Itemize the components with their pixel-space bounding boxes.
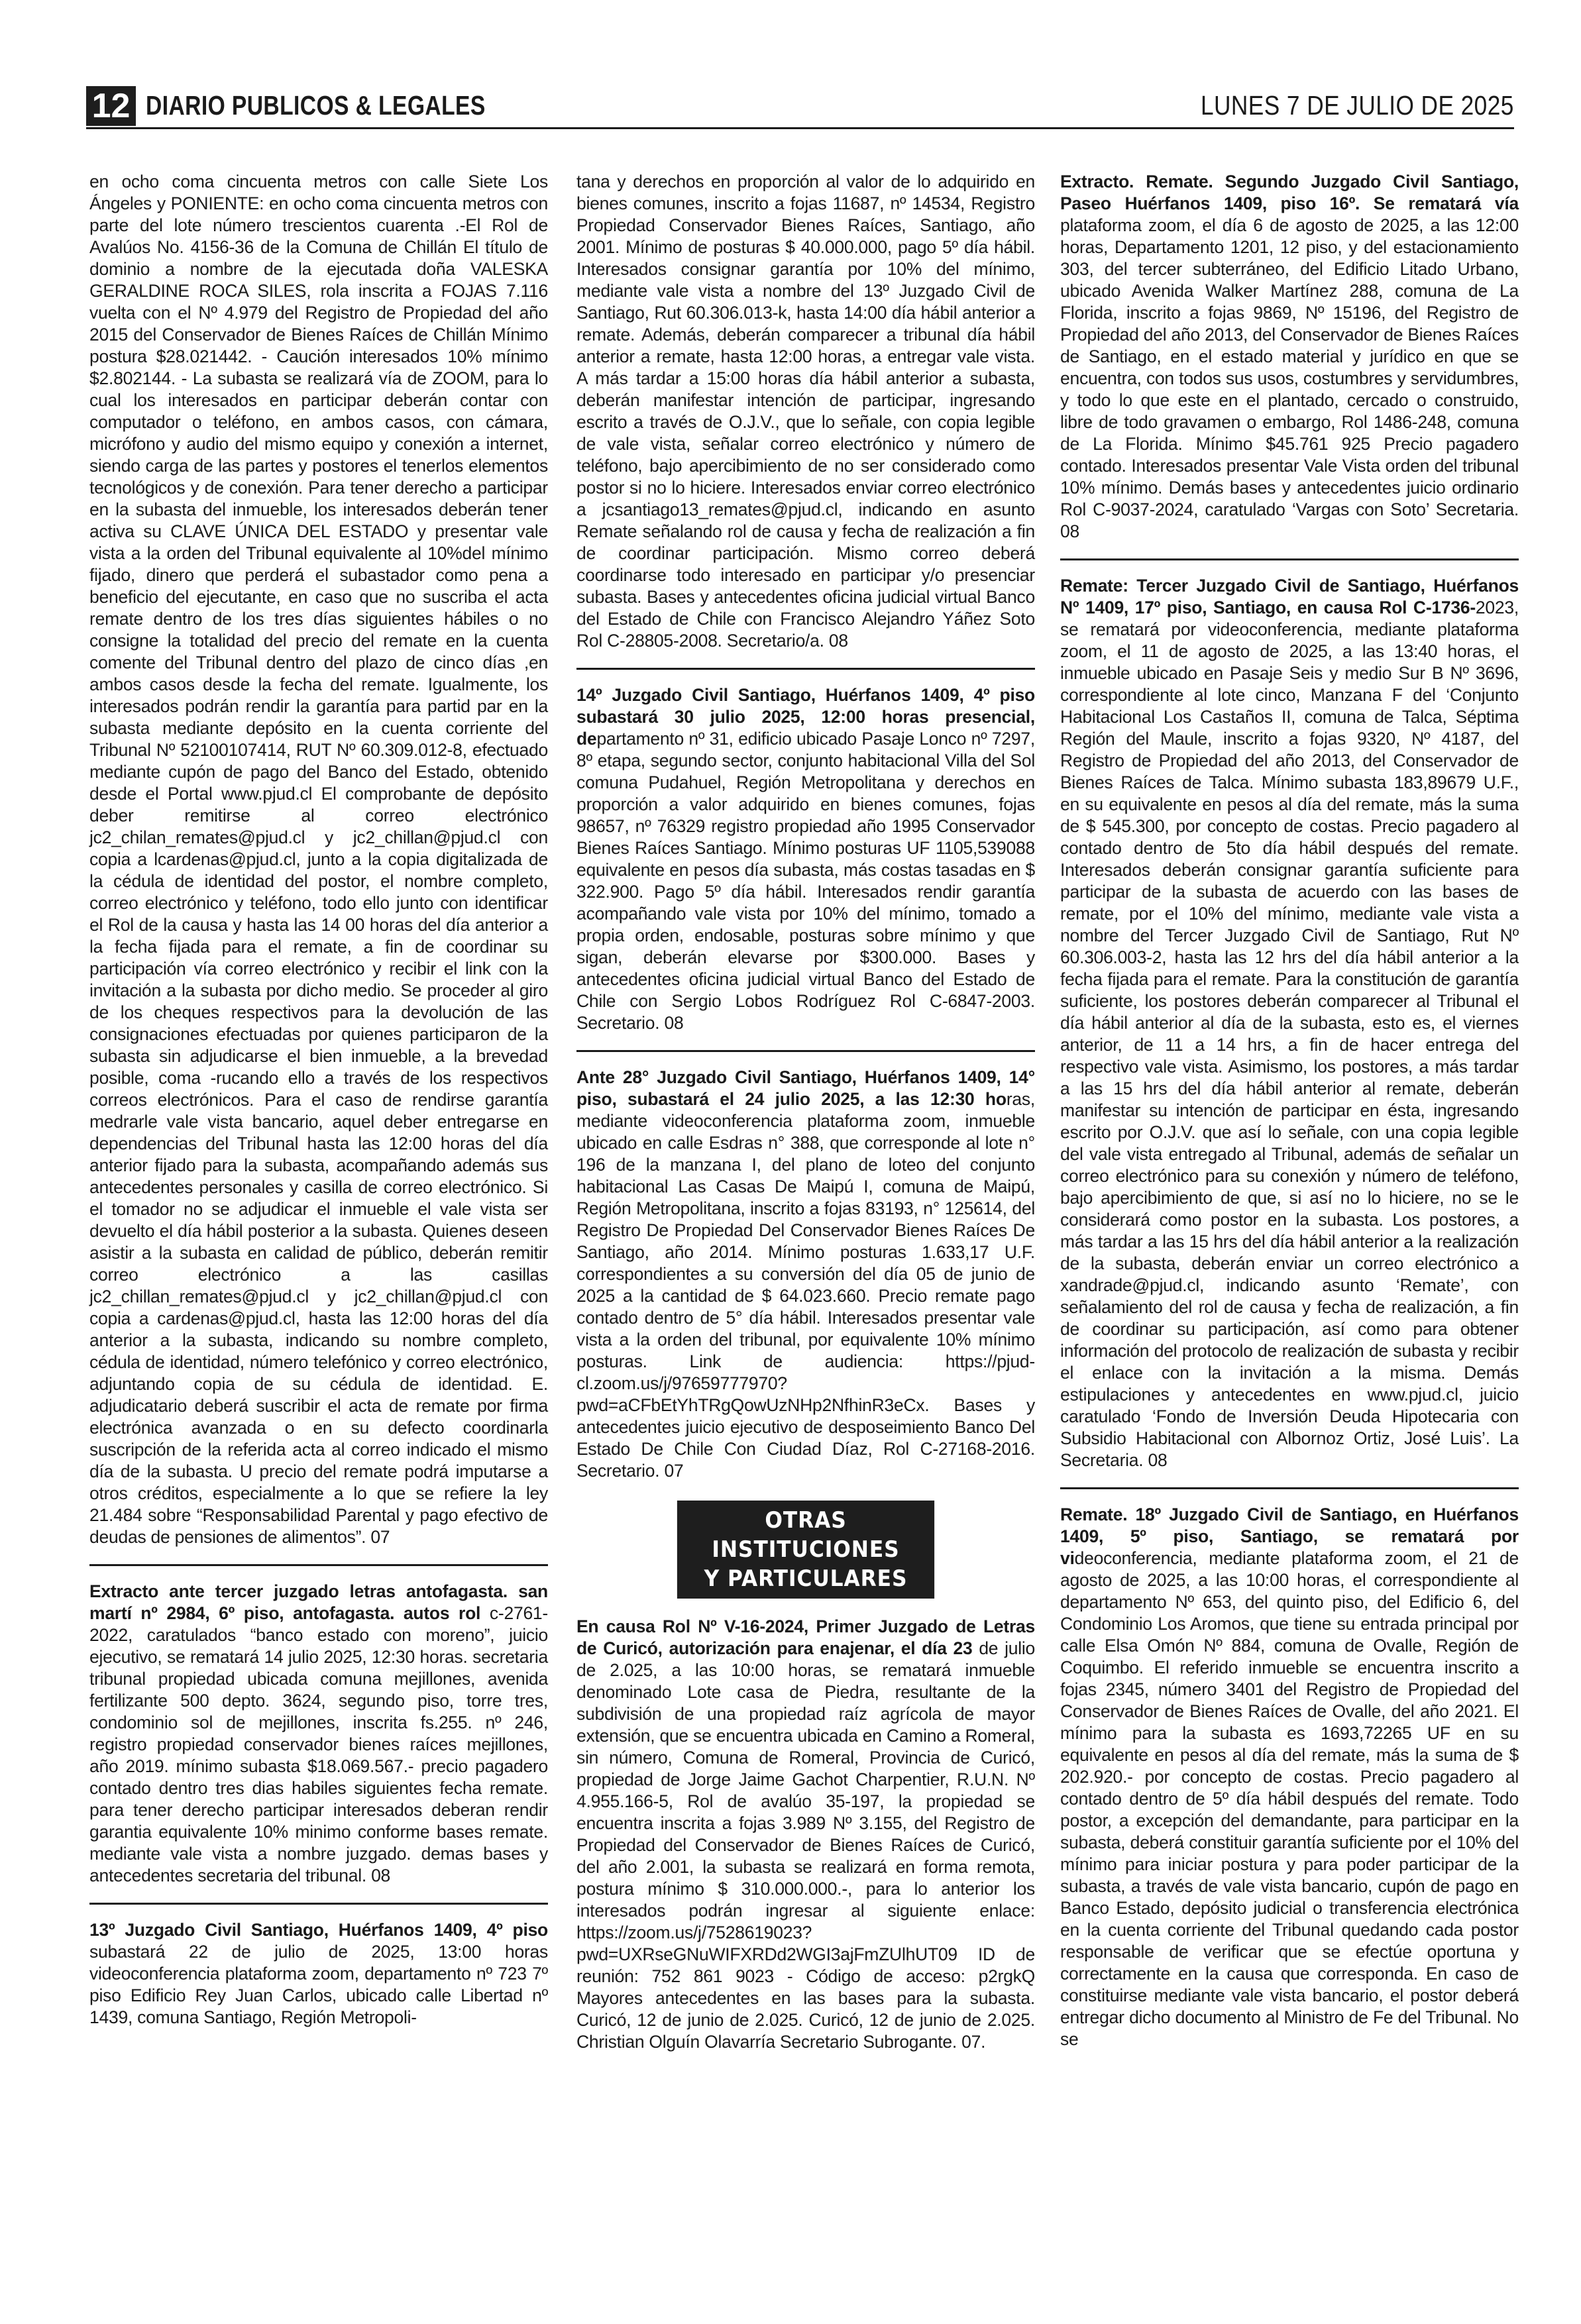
notice-divider [89,1564,548,1566]
notice-body: 2023, se rematará por videoconferencia, mediante plataforma zoom, el 11 de agosto de 2025, a las 13:40 horas, el inmueble ubicado en Pasaje Seis y medio Sur B Nº 3696, correspondiente al lote cinco, Manzana F del ‘Conjunto Habitacional Los Castaños II, comuna de Talca, Séptima Región del Maule, inscrito a fojas 9320, Nº 4187, del Registro de Propiedad del año 2013, del Conservador de Bienes Raíces de Talca. Mínimo subasta 183,89679 U.F., en su equivalente en pesos al día del remate, más la suma de $ 545.300, por concepto de costas. Precio pagadero al contado dentro de 5to día hábil después del remate. Interesados deberán consignar garantía suficiente para participar de la subasta de acuerdo con las bases de remate, por el 10% del mínimo, mediante vale vista a nombre del Tercer Juzgado Civil de Santiago, Rut Nº 60.306.003-2, hasta las 12 hrs del día hábil anterior a la fecha fijada para el remate. Para la constitución de garantía suficiente, los postores deberán comparecer al Tribunal el día hábil anterior al día de la subasta, esto es, el viernes anterior, de 11 a 14 hrs, a fin de hacer entrega del respectivo vale vista. Asimismo, los postores, a más tardar a las 15 hrs del día hábil anterior al remate, deberán manifestar su intención de participar en ésta, ingresando escrito por O.J.V. que así lo señale, con una copia legible del vale vista entregado al Tribunal, además de señalar un correo electrónico para su conexión y número de teléfono, bajo apercibimiento de que, si así no lo hiciere, no se le considerará como postor en la subasta. Los postores, a más tardar a las 15 hrs del día hábil anterior a la realización de la subasta, deberán enviar un correo electrónico a xandrade@pjud.cl, indicando asunto ‘Remate’, con señalamiento del rol de causa y fecha de realización, a fin de coordinar su participación, así como para obtener información del protocolo de realización de subasta y recibir el enlace con la invitación a la misma. Demás estipulaciones y antecedentes en www.pjud.cl, juicio caratulado ‘Fondo de Inversión Deuda Hipotecaria con Subsidio Habitacional con Albornoz Ortiz, José Luis’. La Secretaria. 08 [1060,598,1519,1470]
page-header [86,86,1514,126]
notice-tercer-juzgado [1060,575,1519,1471]
section-banner-otras-instituciones [677,1501,934,1599]
banner-line: OTRAS INSTITUCIONES [712,1507,900,1563]
column-3 [1060,171,1519,2050]
notice-body: de julio de 2.025, a las 10:00 horas, se rematará inmueble denominado Lote casa de Piedra, resultante de la subdivisión de una propiedad raíz agrícola de mayor extensión, que se encuentra ubicada en Camino a Romeral, sin número, Comuna de Romeral, Provincia de Curicó, propiedad de Jorge Jaime Gachot Charpentier, R.U.N. Nº 4.955.166-5, Rol de avalúo 35-197, la propiedad se encuentra inscrita a fojas 3.989 Nº 3.155, del Registro de Propiedad del Conservador de Bienes Raíces de Curicó, del año 2.001, la subasta se realizará en forma remota, postura mínimo $ 310.000.000.-, para lo anterior los interesados podrán ingresar al siguiente enlace: https://zoom.us/j/7528619023?pwd=UXRseGNuWIFXRDd2WGI3ajFmZUlhUT09 ID de reunión: 752 861 9023 - Código de acceso: p2rgkQ Mayores antecedentes en las bases para la subasta. Curicó, 12 de junio de 2.025. Curicó, 12 de junio de 2.025. Christian Olguín Olavarría Secretario Subrogante. 07. [576,1638,1035,2052]
notice-divider [576,668,1035,670]
notice-14-juzgado [576,684,1035,1034]
notice-heading: En causa Rol Nº V-16-2024, Primer Juzgado de Letras de Curicó, autorización para enajenar, el día 23 [576,1616,1035,1658]
banner-line: Y PARTICULARES [704,1565,908,1592]
notice-13-juzgado-continuation [576,171,1035,652]
notice-heading: Remate: Tercer Juzgado Civil de Santiago, Huérfanos Nº 1409, 17º piso, Santiago, en causa Rol C-1736- [1060,576,1519,617]
notice-body: tana y derechos en proporción al valor de lo adquirido en bienes comunes, inscrito a fojas 11687, nº 14534, Registro Propiedad Conservador Bienes Raíces, Santiago, año 2001. Mínimo de posturas $ 40.000.000, pago 5º día hábil. Interesados consignar garantía por 10% del mínimo, mediante vale vista a nombre del 13º Juzgado Civil de Santiago, Rut 60.306.013-k, hasta 14:00 día hábil anterior a remate. Además, deberán comparecer a tribunal día hábil anterior a remate, hasta 12:00 horas, a entregar vale vista. A más tardar a 15:00 horas día hábil anterior a subasta, deberán manifestar intención de participar, ingresando escrito a través de O.J.V., que lo señale, con copia legible de vale vista, señalar correo electrónico y número de teléfono, bajo apercibimiento de no ser considerado como postor si no lo hiciere. Interesados enviar correo electrónico a jcsantiago13_remates@pjud.cl, indicando en asunto Remate señalando rol de causa y fecha de realización a fin de coordinar participación. Mismo correo deberá coordinarse todo interesado en participar y/o presenciar subasta. Bases y antecedentes oficina judicial virtual Banco del Estado de Chile con Francisco Alejandro Yáñez Soto Rol C-28805-2008. Secretario/a. 08 [576,172,1035,651]
notice-heading: 14º Juzgado Civil Santiago, Huérfanos 1409, 4º piso subastará 30 julio 2025, 12:00 horas presencial, de [576,685,1035,749]
notice-heading: 13º Juzgado Civil Santiago, Huérfanos 1409, 4º piso [89,1920,548,1940]
publication-name: DIARIO PUBLICOS & LEGALES [146,90,486,121]
header-divider [86,127,1514,129]
notice-18-juzgado [1060,1504,1519,2050]
notice-curico [576,1616,1035,2053]
notice-13-juzgado [89,1919,548,2029]
notice-body: plataforma zoom, el día 6 de agosto de 2025, a las 12:00 horas, Departamento 1201, 12 piso, y del estacionamiento 303, del tercer subterráneo, del Edificio Litado Urbano, ubicado Avenida Walker Martínez 288, comuna de La Florida, inscrito a fojas 9869, Nº 15196, del Registro de Propiedad del año 2013, del Conservador de Bienes Raíces de Santiago, en el estado material y jurídico en que se encuentra, con todos sus usos, costumbres y servidumbres, y todo lo que este en el plantado, cercado o construido, libre de todo gravamen o embargo, Rol 1486-248, comuna de La Florida. Mínimo $45.761 925 Precio pagadero contado. Interesados presentar Vale Vista orden del tribunal 10% mínimo. Demás bases y antecedentes juicio ordinario Rol C-9037-2024, caratulado ‘Vargas con Soto’ Secretaria. 08 [1060,215,1519,541]
notice-divider [576,1050,1035,1052]
notice-divider [1060,1487,1519,1489]
notice-body: deoconferencia, mediante plataforma zoom, el 21 de agosto de 2025, a las 10:00 horas, el correspondiente al departamento Nº 653, del quinto piso, del Edificio 6, del Condominio Los Aromos, que tiene su entrada principal por calle Elsa Omón Nº 884, comuna de Ovalle, Región de Coquimbo. El referido inmueble se encuentra inscrito a fojas 2345, número 3401 del Registro de Propiedad del Conservador de Bienes Raíces de Ovalle, del año 2021. El mínimo para la subasta es 1693,72265 UF en su equivalente en pesos al día del remate, más la suma de $ 202.920.- por concepto de costas. Precio pagadero al contado dentro de 5º día hábil después del remate. Todo postor, a excepción del demandante, para participar en la subasta, deberá constituir garantía suficiente por el 10% del mínimo para iniciar postura y para poder participar de la subasta, a través de vale vista bancario, cupón de pago en Banco Estado, depósito judicial o transferencia electrónica en la cuenta corriente del Tribunal quedando cada postor responsable de verificar que se efectúe oportuna y correctamente en la causa que corresponda. En caso de constituirse mediante vale vista bancario, el postor deberá entregar dicho documento al Ministro de Fe del Tribunal. No se [1060,1548,1519,2049]
page-number: 12 [86,86,136,126]
notice-body: en ocho coma cincuenta metros con calle Siete Los Ángeles y PONIENTE: en ocho coma cincuenta metros con parte del lote número trescientos cuarenta .-El Rol de Avalúos No. 4156-36 de la Comuna de Chillán El título de dominio a nombre de la ejecutada doña VALESKA GERALDINE ROCA SILES, rola inscrita a FOJAS 7.116 vuelta con el Nº 4.979 del Registro de Propiedad del año 2015 del Conservador de Bienes Raíces de Chillán Mínimo postura $28.021442. - Caución interesados 10% mínimo $2.802144. - La subasta se realizará vía de ZOOM, para lo cual los interesados en participar deberán contar con computador o teléfono, en ambos casos, con cámara, micrófono y audio del mismo equipo y conexión a internet, siendo carga de las partes y postores el tenerlos elementos tecnológicos y de conexión. Para tener derecho a participar en la subasta del inmueble, los interesados deberán tener activa su CLAVE ÚNICA DEL ESTADO y presentar vale vista a la orden del Tribunal equivalente al 10%del mínimo fijado, dinero que perderá el subastador como pena a beneficio del ejecutante, en caso que no suscriba el acta remate dentro de los tres días siguientes hábiles o no consigne la totalidad del precio del remate en la cuenta comente del Tribunal dentro del plazo de cinco días ,en ambos casos desde la fecha del remate. Igualmente, los interesados podrán rendir la garantía para partid par en la subasta mediante depósito en la cuenta corriente del Tribunal Nº 52100107414, RUT Nº 60.309.012-8, efectuado mediante cupón de pago del Banco del Estado, obtenido desde el Portal www.pjud.cl El comprobante de depósito deber remitirse al correo electrónico jc2_chilan_remates@pjud.cl y jc2_chillan@pjud.cl con copia a lcardenas@pjud.cl, junto a la copia digitalizada de la cédula de identidad del postor, el nombre completo, correo electrónico y teléfono, todo ello junto con identificar el Rol de la causa y hasta las 14 00 horas del día anterior a la fecha fijada para el remate, a fin de coordinar su participación vía correo electrónico y recibir el link con la invitación a la subasta por dicho medio. Se proceder al giro de los cheques respectivos para la devolución de las consignaciones efectuadas por quienes participaron de la subasta sin adjudicarse el bien inmueble, a la brevedad posible, coma -rucando ello a través de los respectivos correos electrónicos. Para el caso de rendirse garantía medrarle vale vista bancario, aquel deber entregarse en dependencias del Tribunal hasta las 12:00 horas del día anterior fijado para la subasta, acompañando además sus antecedentes personales y casilla de correo electrónico. Si el tomador no se adjudicar el inmueble el vale vista ser devuelto el día hábil posterior a la subasta. Quienes deseen asistir a la subasta en calidad de público, deberán remitir correo electrónico a las casillas jc2_chillan_remates@pjud.cl y jc2_chillan@pjud.cl con copia a cardenas@pjud.cl, hasta las 12:00 horas del día anterior a la subasta, indicando su nombre completo, cédula de identidad, número telefónico y correo electrónico, adjuntando copia de su cédula de identidad. E. adjudicatario deberá suscribir el acta de remate por firma electrónica avanzada o en su defecto coordinarla suscripción de la referida acta al correo indicado el mismo día de la subasta. U precio del remate podrá imputarse a otros créditos, especialmente a lo que se refiere la ley 21.484 sobre “Responsabilidad Parental y pago efectivo de deudas de pensiones de alimentos”. 07 [89,172,548,1547]
notice-chillan-continuation [89,171,548,1548]
notice-heading: Extracto ante tercer juzgado letras antofagasta. san martí nº 2984, 6º piso, antofagasta. autos rol [89,1581,548,1623]
notice-segundo-juzgado [1060,171,1519,543]
notice-body: ras, mediante videoconferencia plataforma zoom, inmueble ubicado en calle Esdras n° 388, que corresponde al lote n° 196 de la manzana I, del plano de loteo del conjunto habitacional Las Casas De Maipú I, comuna de Maipú, Región Metropolitana, inscrito a fojas 83193, n° 125614, del Registro De Propiedad Del Conservador Bienes Raíces De Santiago, año 2014. Mínimo posturas 1.633,17 U.F. correspondientes a su conversión del día 05 de junio de 2025 a la cantidad de $ 64.023.660. Precio remate pago contado dentro de 5° día hábil. Interesados presentar vale vista a la orden del tribunal, por equivalente 10% mínimo posturas. Link de audiencia: https://pjud-cl.zoom.us/j/97659777970?pwd=aCFbEtYhTRgQowUzNHp2NfhinR3eCx. Bases y antecedentes juicio ejecutivo de desposeimiento Banco Del Estado De Chile Con Ciudad Díaz, Rol C-27168-2016. Secretario. 07 [576,1089,1035,1481]
notice-body: subastará 22 de julio de 2025, 13:00 horas videoconferencia plataforma zoom, departamento nº 723 7º piso Edificio Rey Juan Carlos, ubicado calle Libertad nº 1439, comuna Santiago, Región Metropoli- [89,1942,548,2027]
column-1 [89,171,548,2029]
notice-28-juzgado [576,1067,1035,1482]
notice-heading: Remate. 18º Juzgado Civil de Santiago, en Huérfanos 1409, 5º piso, Santiago, se rematará por vi [1060,1505,1519,1568]
notice-heading: Extracto. Remate. Segundo Juzgado Civil Santiago, Paseo Huérfanos 1409, piso 16º. Se rematará vía [1060,172,1519,213]
notice-antofagasta [89,1581,548,1887]
notice-divider [89,1903,548,1905]
column-2 [576,171,1035,2053]
notice-divider [1060,558,1519,560]
publication-date: LUNES 7 DE JULIO DE 2025 [1201,90,1514,121]
notice-heading: Ante 28° Juzgado Civil Santiago, Huérfanos 1409, 14° piso, subastará el 24 julio 2025, a las 12:30 ho [576,1067,1035,1109]
notice-body: c-2761-2022, caratulados “banco estado con moreno”, juicio ejecutivo, se rematará 14 julio 2025, 12:30 horas. secretaria tribunal propiedad ubicada comuna mejillones, avenida fertilizante 500 depto. 3624, segundo piso, torre tres, condominio sol de mejillones, inscrita fs.255. nº 246, registro propiedad conservador bienes raíces mejillones, año 2019. mínimo subasta $18.069.567.- precio pagadero contado dentro tres dias habiles siguientes fecha remate. para tener derecho participar interesados deberan rendir garantia equivalente 10% minimo conforme bases remate. mediante vale vista a nombre juzgado. demas bases y antecedentes secretaria del tribunal. 08 [89,1603,548,1885]
notice-body: partamento nº 31, edificio ubicado Pasaje Lonco nº 7297, 8º etapa, segundo sector, conjunto habitacional Villa del Sol comuna Pudahuel, Región Metropolitana y derechos en proporción a valor adquirido en bienes comunes, fojas 98657, nº 76329 registro propiedad año 1995 Conservador Bienes Raíces Santiago. Mínimo posturas UF 1105,539088 equivalente en pesos día subasta, más costas tasadas en $ 322.900. Pago 5º día hábil. Interesados rendir garantía acompañando vale vista por 10% del mínimo, tomado a propia orden, endosable, posturas sobre mínimo y que sigan, deberán elevarse por $300.000. Bases y antecedentes oficina judicial virtual Banco del Estado de Chile con Sergio Lobos Rodríguez Rol C-6847-2003. Secretario. 08 [576,729,1035,1033]
